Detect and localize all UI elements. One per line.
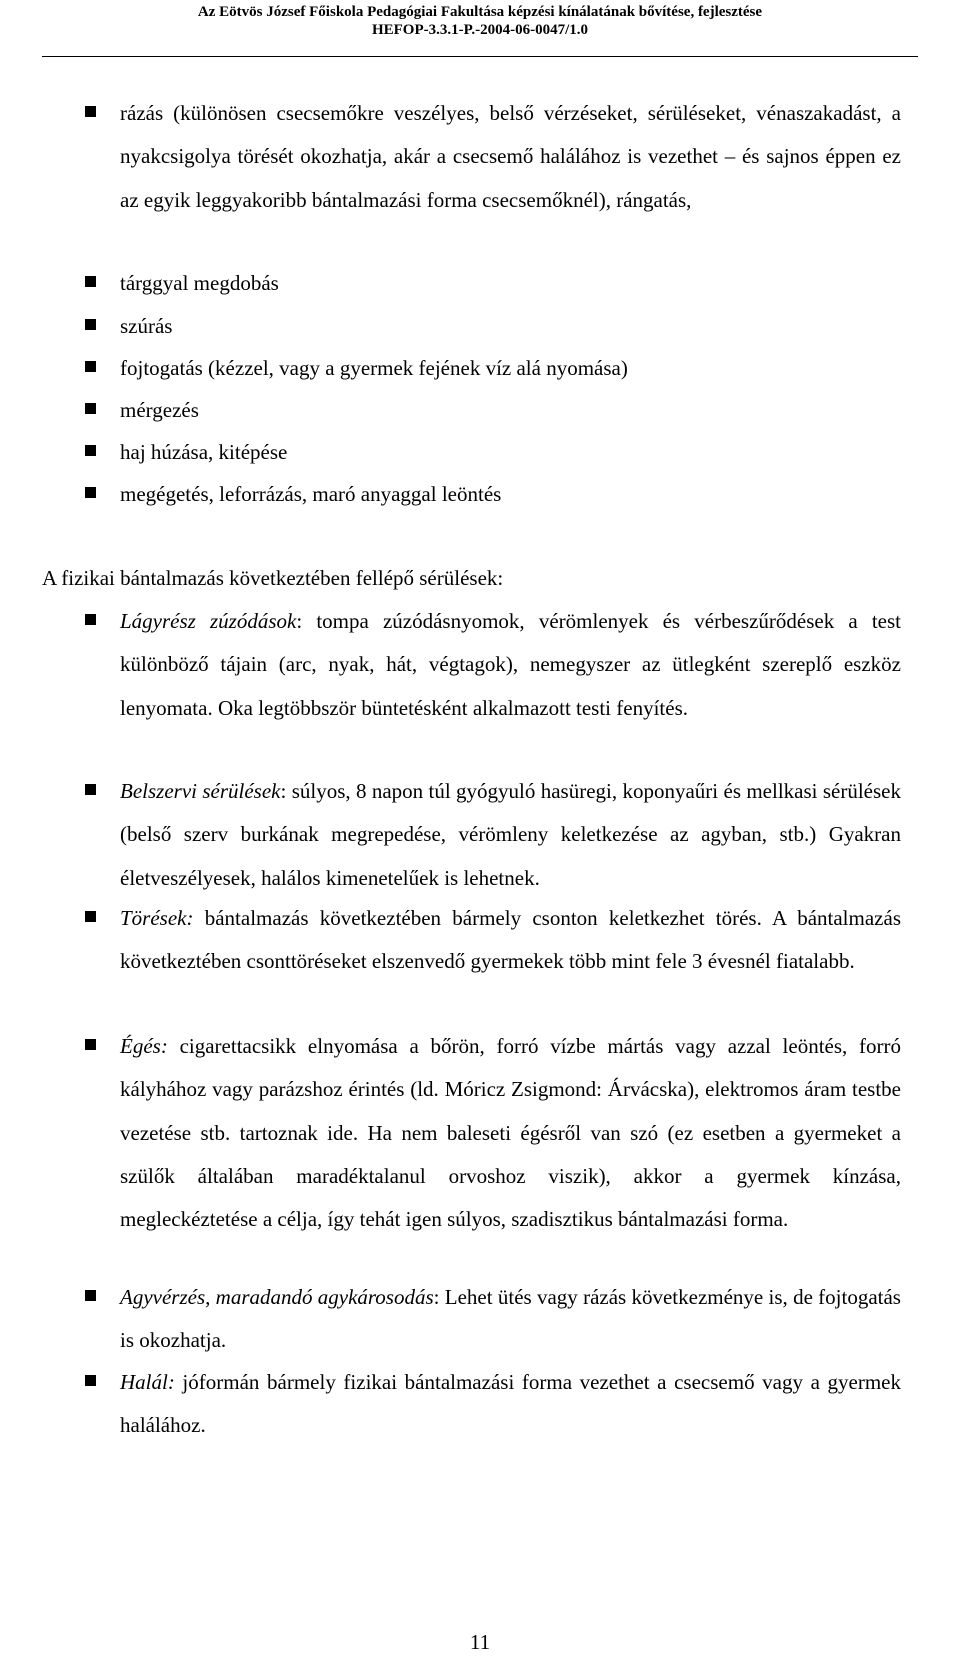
square-bullet-icon <box>85 1290 96 1301</box>
list-item-term: Égés: <box>120 1034 168 1058</box>
list-item-body: súlyos, 8 napon túl gyógyuló hasüregi, koponyaűri és mellkasi sérülések (belső szerv burkának megrepedése, vérömleny keletkezése az agyban, stb.) Gyakran életveszélyesek, halálos kimenetelűek is lehetnek. <box>120 779 901 890</box>
list-item-term: Belszervi sérülések <box>120 779 281 803</box>
list-item-body: cigarettacsikk elnyomása a bőrön, forró vízbe mártás vagy azzal leöntés, forró kályhához vagy parázshoz érintés (ld. Móricz Zsigmond: Árvácska), elektromos áram testbe vezetése stb. tartoznak ide. Ha nem baleseti égésről van szó (ez esetben a gyermeket a szülők általában maradéktalanul orvoshoz viszik), akkor a gyermek kínzása, megleckéztetése a célja, így tehát igen súlyos, szadisztikus bántalmazási forma. <box>120 1034 901 1232</box>
list-item <box>120 262 901 305</box>
list-item <box>120 305 901 348</box>
list-item <box>120 1276 901 1363</box>
term-separator: : <box>296 609 303 633</box>
list-item-text <box>120 770 901 900</box>
list-item-term: Halál: <box>120 1370 175 1394</box>
square-bullet-icon <box>85 911 96 922</box>
list-item <box>120 770 901 900</box>
square-bullet-icon <box>85 487 96 498</box>
list-item <box>120 92 901 222</box>
list-item-text: szúrás <box>120 314 173 338</box>
list-item-text <box>120 600 901 730</box>
page-header <box>0 0 960 39</box>
section-title: A fizikai bántalmazás következtében fellépő sérülések: <box>42 566 504 590</box>
list-item <box>120 1361 901 1448</box>
term-separator: : <box>433 1285 440 1309</box>
list-item-term: Lágyrész zúzódások <box>120 609 297 633</box>
list-item-body: Lehet ütés vagy rázás következménye is, de fojtogatás is okozhatja. <box>120 1285 901 1353</box>
square-bullet-icon <box>85 361 96 372</box>
list-item-text: tárggyal megdobás <box>120 271 279 295</box>
list-item-body: bántalmazás következtében bármely csonton keletkezhet törés. A bántalmazás következtében csonttöréseket elszenvedő gyermekek több mint fele 3 évesnél fiatalabb. <box>120 906 901 974</box>
list-item <box>120 1025 901 1241</box>
square-bullet-icon <box>85 276 96 287</box>
list-item-text <box>120 897 901 984</box>
square-bullet-icon <box>85 614 96 625</box>
list-item-text <box>120 1025 901 1241</box>
list-item <box>120 347 901 390</box>
list-item-term: Törések: <box>120 906 194 930</box>
square-bullet-icon <box>85 1375 96 1386</box>
header-line-2: HEFOP-3.3.1-P.-2004-06-0047/1.0 <box>371 22 589 38</box>
list-item-text: megégetés, leforrázás, maró anyaggal leöntés <box>120 482 502 506</box>
list-item-text: mérgezés <box>120 398 199 422</box>
list-item-text: haj húzása, kitépése <box>120 440 288 464</box>
square-bullet-icon <box>85 403 96 414</box>
list-item <box>120 600 901 730</box>
list-item <box>120 389 901 432</box>
header-divider <box>42 56 918 57</box>
list-item-body: tompa zúzódásnyomok, vérömlenyek és vérbeszűrődések a test különböző tájain (arc, nyak, hát, végtagok), nemegyszer az ütlegként szereplő eszköz lenyomata. Oka legtöbbször büntetésként alkalmazott testi fenyítés. <box>120 609 901 720</box>
list-item-text: fojtogatás (kézzel, vagy a gyermek fejének víz alá nyomása) <box>120 356 628 380</box>
list-item-term: Agyvérzés, maradandó agykárosodás <box>120 1285 434 1309</box>
list-item-text: rázás (különösen csecsemőkre veszélyes, belső vérzéseket, sérüléseket, vénaszakadást, a nyakcsigolya törését okozhatja, akár a csecsemő halálához is vezethet – és sajnos éppen ez az egyik leggyakoribb bántalmazási forma csecsemőknél), rángatás, <box>120 101 901 212</box>
header-line-1: Az Eötvös József Főiskola Pedagógiai Fakultása képzési kínálatának bővítése, fejlesztése <box>197 4 763 20</box>
square-bullet-icon <box>85 319 96 330</box>
list-item-text <box>120 1361 901 1448</box>
square-bullet-icon <box>85 445 96 456</box>
square-bullet-icon <box>85 106 96 117</box>
list-item <box>120 473 901 516</box>
list-item-text <box>120 1276 901 1363</box>
square-bullet-icon <box>85 784 96 795</box>
list-item <box>120 897 901 984</box>
list-item-body: jóformán bármely fizikai bántalmazási forma vezethet a csecsemő vagy a gyermek halálához. <box>120 1370 901 1438</box>
list-item <box>120 431 901 474</box>
square-bullet-icon <box>85 1039 96 1050</box>
page-number: 11 <box>469 1630 491 1654</box>
term-separator: : <box>280 779 287 803</box>
